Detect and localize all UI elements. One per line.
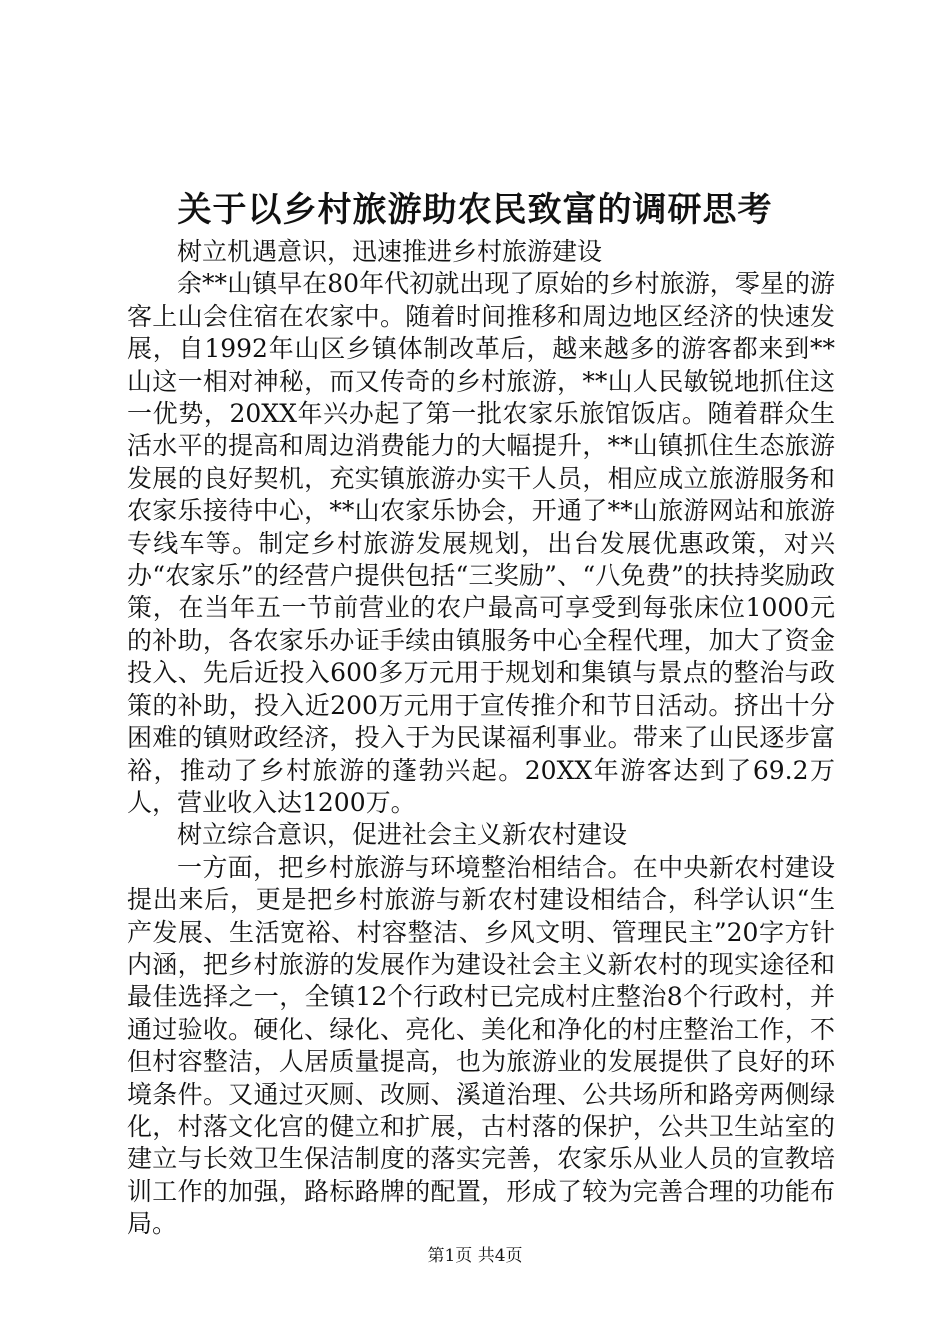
document-title: 关于以乡村旅游助农民致富的调研思考 bbox=[177, 190, 773, 230]
body-paragraph: 一方面，把乡村旅游与环境整治相结合。在中央新农村建设提出来后，更是把乡村旅游与新农村建设相结合，科学认识“生产发展、生活宽裕、村容整洁、乡风文明、管理民主”20字方针内涵，把乡村旅游的发展作为建设社会主义新农村的现实途径和最佳选择之一，全镇12个行政村已完成村庄整治8个行政村，并通过验收。硬化、绿化、亮化、美化和净化的村庄整治工作，不但村容整洁，人居质量提高，也为旅游业的发展提供了良好的环境条件。又通过灭厕、改厕、溪道治理、公共场所和路旁两侧绿化，村落文化宫的健立和扩展，古村落的保护，公共卫生站室的建立与长效卫生保洁制度的落实完善，农家乐从业人员的宣教培训工作的加强，路标路牌的配置，形成了较为完善合理的功能布局。 bbox=[127, 852, 835, 1239]
page-number-footer: 第1页 共4页 bbox=[427, 1246, 523, 1266]
document-body bbox=[127, 236, 835, 1241]
body-paragraph: 余**山镇早在80年代初就出现了原始的乡村旅游，零星的游客上山会住宿在农家中。随着时间推移和周边地区经济的快速发展，自1992年山区乡镇体制改革后，越来越多的游客都来到**山这一相对神秘，而又传奇的乡村旅游，**山人民敏锐地抓住这一优势，20XX年兴办起了第一批农家乐旅馆饭店。随着群众生活水平的提高和周边消费能力的大幅提升，**山镇抓住生态旅游发展的良好契机，充实镇旅游办实干人员，相应成立旅游服务和农家乐接待中心，**山农家乐协会，开通了**山旅游网站和旅游专线车等。制定乡村旅游发展规划，出台发展优惠政策，对兴办“农家乐”的经营户提供包括“三奖励”、“八免费”的扶持奖励政策，在当年五一节前营业的农户最高可享受到每张床位1000元的补助，各农家乐办证手续由镇服务中心全程代理，加大了资金投入、先后近投入600多万元用于规划和集镇与景点的整治与政策的补助，投入近200万元用于宣传推介和节日活动。挤出十分困难的镇财政经济，投入于为民谋福利事业。带来了山民逐步富裕，推动了乡村旅游的蓬勃兴起。20XX年游客达到了69.2万人，营业收入达1200万。 bbox=[127, 269, 835, 817]
section-heading: 树立综合意识，促进社会主义新农村建设 bbox=[177, 820, 628, 850]
section-heading: 树立机遇意识，迅速推进乡村旅游建设 bbox=[177, 237, 603, 266]
